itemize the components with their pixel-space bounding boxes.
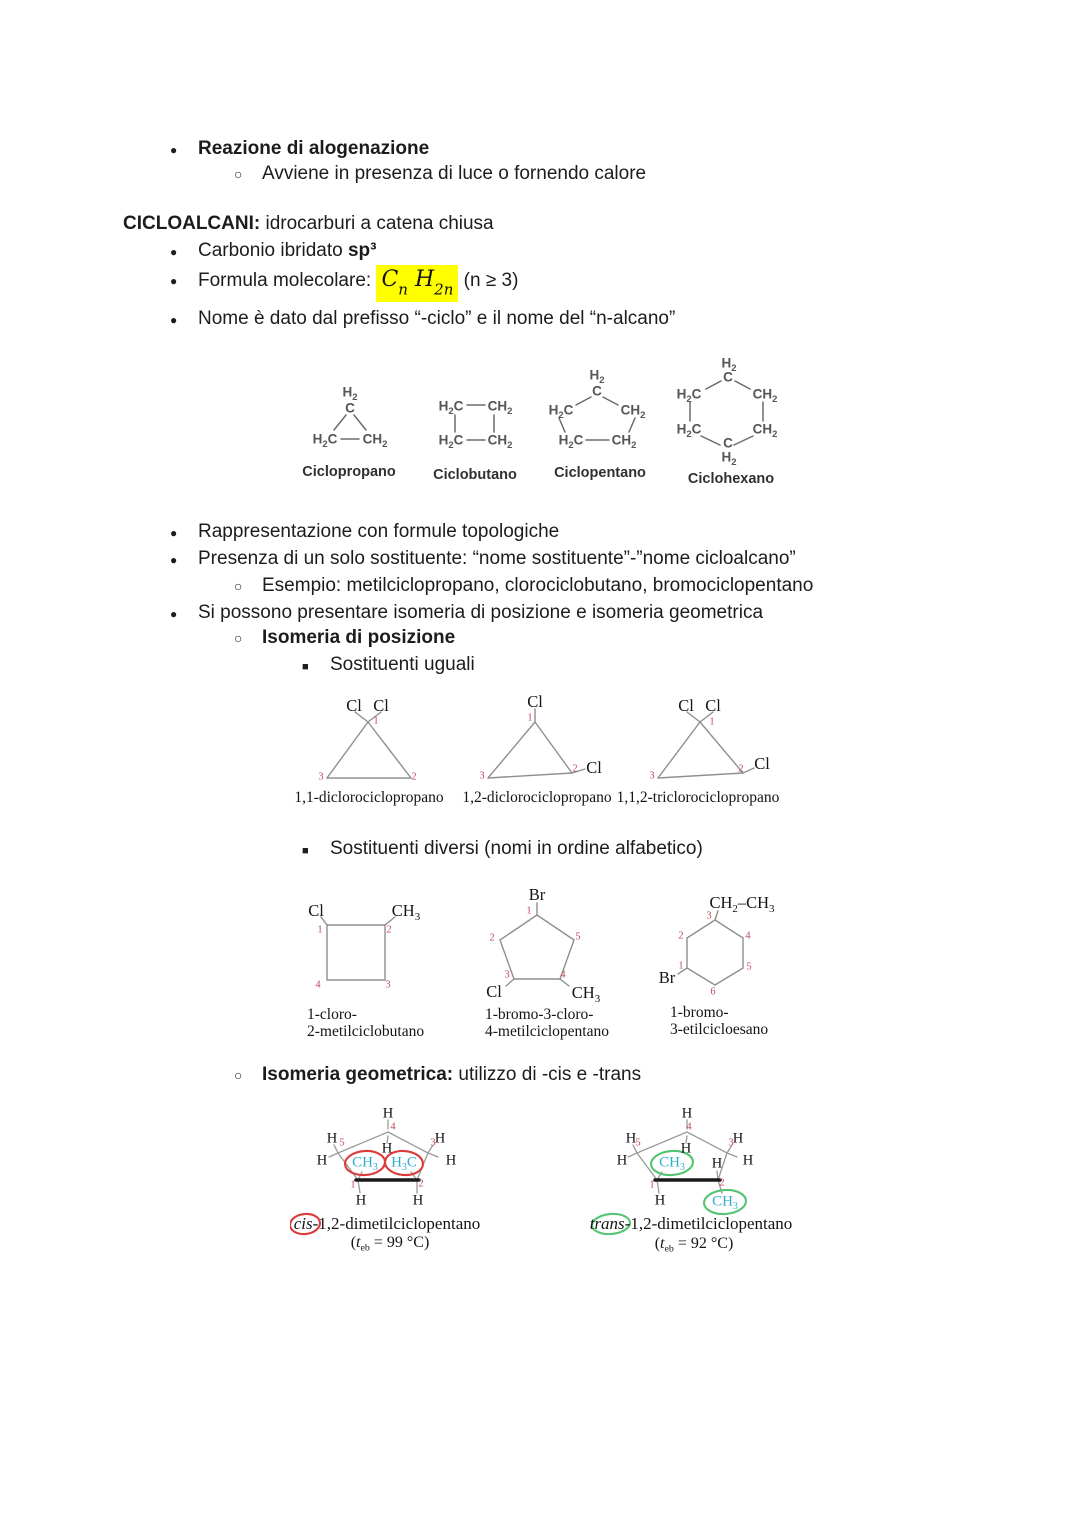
atom-label: H [445,1152,457,1169]
position-number: 4 [560,969,566,981]
structure-caption: trans-1,2-dimetilciclopentano [589,1214,793,1233]
list-item-esempio [234,573,814,599]
bond-line [537,915,574,940]
position-number: 2 [418,1178,424,1190]
position-number: 4 [686,1121,692,1133]
atom-label: Cl [586,758,602,777]
bond-line [327,722,368,778]
structure-cloro-metilciclobutano [295,895,470,1045]
structure-ciclopentano [545,360,655,485]
structure-caption: Ciclobutano [433,467,517,483]
atom-label: H [316,1152,328,1169]
position-number: 3 [728,1137,734,1149]
bond-line [727,1153,737,1157]
bond-line [329,1153,338,1157]
bond-line [535,722,572,773]
structure-caption: Ciclohexano [687,471,775,487]
list-item-avviene [234,161,647,187]
heading-term: CICLOALCANI: [123,213,261,234]
bond-line [687,920,715,938]
bond-line [334,415,346,430]
position-number: 5 [339,1137,345,1149]
atom-label: $CH_2$ [362,431,388,450]
list-item-rappresentazione [170,519,560,545]
position-number: 5 [575,931,581,943]
list-item-carbonio [170,238,377,264]
position-number: 3 [430,1137,436,1149]
structure-ciclopropano [300,382,400,482]
list-text: Formula molecolare: [198,270,377,291]
structure-cis-dimetilciclopentano [290,1100,500,1260]
boiling-point: ($t_{eb} = 92$ °C) [654,1235,734,1255]
list-text: Isomeria di posizione [262,627,456,648]
position-number: 2 [719,1177,725,1189]
position-number: 1 [526,905,532,917]
position-number: 6 [710,986,716,998]
list-text: Rappresentazione con formule topologiche [198,521,560,542]
bond-line [358,1180,360,1193]
position-number: 4 [315,979,321,991]
atom-label: $CH_2$ [487,398,513,417]
methyl-label: $CH_3$ [659,1154,685,1173]
position-number: 2 [572,763,578,775]
bond-line [603,397,618,405]
atom-label: H [732,1130,744,1147]
bond-line [715,920,743,938]
atom-label: Br [658,968,676,987]
atom-label: Br [528,885,546,904]
atom-label: Cl [705,696,721,715]
bond-line [658,773,743,778]
atom-label: H [616,1152,628,1169]
structure-112-triclorociclopropano [616,692,785,807]
atom-label: Cl [527,692,543,711]
position-number: 4 [745,930,751,942]
methyl-label: $CH_3$ [712,1193,738,1212]
section-heading [123,211,494,237]
atom-label: C [592,383,602,399]
position-number: 1 [350,1179,356,1191]
list-item-isomeria-geometrica [234,1062,642,1088]
circle-bullet-icon: ○ [234,630,243,646]
structure-bromo-etilcicloesano [640,885,820,1045]
list-item-presenza [170,546,796,572]
atom-label: $CH_2$ [752,421,778,440]
atom-label: H [711,1155,723,1172]
atom-label: H [381,1140,393,1157]
atom-label: Cl [754,754,770,773]
atom-label: $H_2C$ [438,432,464,451]
atom-label: H [326,1130,338,1147]
position-number: 2 [386,924,392,936]
structure-trans-dimetilciclopentano [590,1100,810,1265]
structure-caption: 1-bromo-3-cloro- [485,1006,594,1023]
atom-label: $CH_2-CH_3$ [709,893,775,915]
bond-line [687,968,715,985]
position-number: 1 [678,960,684,972]
atom-label: H [742,1152,754,1169]
bond-line [687,1132,727,1153]
bullet-icon: ● [170,274,178,288]
list-text: Nome è dato dal prefisso “-ciclo” e il nome del “n-alcano” [198,308,676,329]
bond-line [388,1132,428,1153]
position-number: 4 [390,1121,396,1133]
hybridization-label: sp³ [347,240,377,261]
list-text: Isomeria geometrica: [262,1064,454,1085]
atom-label: $H_2C$ [548,402,574,421]
atom-label: $CH_2$ [611,432,637,451]
atom-label: H [382,1105,394,1122]
bond-line [488,722,535,778]
atom-label: H [680,1140,692,1157]
atom-label: $H_2C$ [676,386,702,405]
position-number: 5 [635,1137,641,1149]
structure-caption: 1,1-diclorociclopropano [294,789,444,806]
atom-label: C [723,369,733,385]
circle-bullet-icon: ○ [234,166,243,182]
bond-line [628,1153,637,1157]
square-bullet-icon: ■ [302,661,309,673]
position-number: 5 [746,961,752,973]
boiling-point: ($t_{eb} = 99$ °C) [350,1234,430,1254]
bond-line [338,1132,388,1153]
structure-bromo-cloro-metilciclopentano [460,880,640,1045]
bond-line [488,773,572,778]
list-text: Sostituenti uguali [330,654,475,675]
structure-caption: Ciclopropano [302,464,396,480]
atom-label: Cl [308,901,324,920]
list-text: Presenza di un solo sostituente: “nome sostituente”-”nome cicloalcano” [198,548,796,569]
atom-label: Cl [678,696,694,715]
bond-line [576,397,591,405]
position-number: 3 [479,770,485,782]
atom-label: $H_2$ [342,384,358,403]
position-number: 2 [678,930,684,942]
atom-label: $CH_3$ [391,901,421,923]
structure-caption: 1,2-diclorociclopropano [462,789,612,806]
position-number: 3 [385,979,391,991]
methyl-label: $H_3C$ [391,1154,417,1173]
bond-line [734,436,753,445]
structure-ciclobutano [425,382,525,487]
square-bullet-icon: ■ [302,845,309,857]
bullet-icon: ● [170,245,178,259]
molecular-formula-highlight: $C_n$ $H_{2n}$ [376,265,458,302]
atom-label: H [625,1130,637,1147]
position-number: 3 [504,969,510,981]
bullet-icon: ● [170,143,178,157]
list-text: Reazione di alogenazione [198,138,430,159]
list-item-sipossono [170,600,764,626]
bond-line [700,722,743,773]
list-text-rest: utilizzo di -cis e -trans [453,1064,642,1085]
list-text: Avviene in presenza di luce o fornendo calore [262,163,647,184]
bond-line [743,768,754,773]
atom-label: C [345,400,355,416]
bond-line [657,1180,659,1193]
atom-label: Cl [346,696,362,715]
atom-label: C [723,435,733,451]
bond-line [637,1132,687,1153]
atom-label: H [654,1192,666,1209]
heading-rest: idrocarburi a catena chiusa [260,213,494,234]
methyl-label: $CH_3$ [352,1154,378,1173]
structure-12-diclorociclopropano [460,692,620,807]
bullet-icon: ● [170,526,178,540]
position-number: 3 [649,770,655,782]
bond-line [428,1153,438,1157]
atom-label: $H_2C$ [676,421,702,440]
bond-line [354,415,366,430]
position-number: 3 [318,771,324,783]
atom-label: $H_2C$ [312,431,338,450]
atom-label: $CH_3$ [571,983,601,1005]
list-text: Sostituenti diversi (nomi in ordine alfabetico) [330,838,703,859]
position-number: 2 [411,771,417,783]
atom-label: Cl [373,696,389,715]
list-text: Carbonio ibridato [198,240,348,261]
list-text: Esempio: metilciclopropano, clorociclobutano, bromociclopentano [262,575,814,596]
structure-caption: cis-1,2-dimetilciclopentano [293,1214,481,1233]
atom-label: H [434,1130,446,1147]
bond-line [735,381,750,389]
atom-label: H [681,1105,693,1122]
formula-condition: (n ≥ 3) [458,270,519,291]
circle-bullet-icon: ○ [234,1067,243,1083]
list-text: Si possono presentare isomeria di posizione e isomeria geometrica [198,602,764,623]
bullet-icon: ● [170,607,178,621]
bond-line [368,722,411,778]
position-number: 1 [317,924,323,936]
atom-label: Cl [486,982,502,1001]
position-number: 3 [706,910,712,922]
bond-line [715,968,743,985]
list-item-sostituenti-diversi [302,836,703,862]
position-number: 1 [373,715,379,727]
bond-line [500,915,537,940]
bond-line [701,436,720,445]
position-number: 2 [738,763,744,775]
atom-label: H [355,1192,367,1209]
structure-caption: 1,1,2-triclorociclopropano [616,789,780,806]
structure-11-diclorociclopropano [295,692,445,807]
bond-line [629,418,635,432]
atom-label: $CH_2$ [752,386,778,405]
atom-label: $H_2$ [721,449,737,468]
circle-bullet-icon: ○ [234,578,243,594]
atom-label: $H_2$ [721,355,737,374]
structure-caption: 2-metilciclobutano [307,1023,425,1040]
structure-caption: Ciclopentano [554,465,646,481]
atom-label: H [412,1192,424,1209]
list-item-reazione [170,136,430,162]
position-number: 1 [709,716,715,728]
bond-line [658,722,700,778]
position-number: 1 [649,1179,655,1191]
list-item-sostituenti-uguali [302,652,475,678]
structure-caption: 3-etilcicloesano [670,1021,769,1038]
list-item-formula [170,267,519,299]
bullet-icon: ● [170,313,178,327]
position-number: 2 [489,932,495,944]
bullet-icon: ● [170,553,178,567]
atom-label: $CH_2$ [620,402,646,421]
list-item-isomeria-posizione [234,625,456,651]
structure-caption: 4-metilciclopentano [485,1023,609,1040]
structure-ciclohexano [670,348,790,488]
structure-caption: 1-cloro- [307,1006,357,1023]
structure-caption: 1-bromo- [670,1004,729,1021]
atom-label: $H_2C$ [438,398,464,417]
list-item-nome [170,306,676,332]
position-number: 1 [527,712,533,724]
atom-label: $CH_2$ [487,432,513,451]
atom-label: $H_2C$ [558,432,584,451]
atom-label: $H_2$ [589,367,605,386]
bond-line [706,381,721,389]
